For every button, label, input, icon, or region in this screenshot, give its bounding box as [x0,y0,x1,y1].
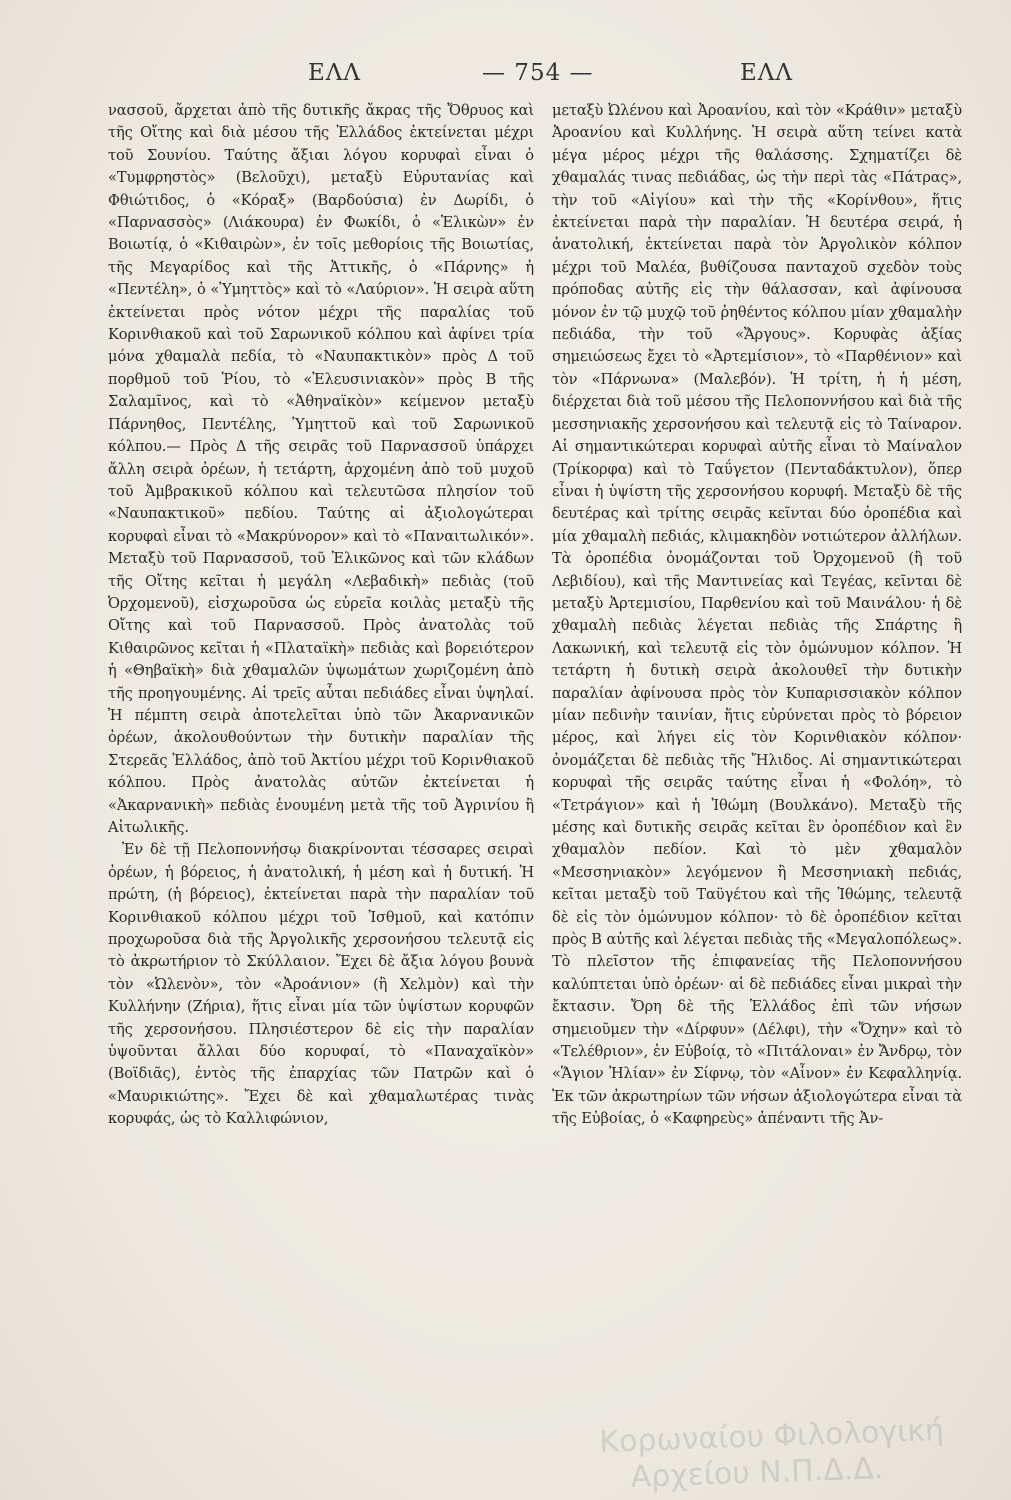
library-watermark [599,1411,1001,1497]
header-right-abbrev: ΕΛΛ [740,60,794,86]
watermark-line-2: Αρχείου Ν.Π.Δ.Δ. [630,1451,884,1495]
watermark-line-1: Κορωναίου Φιλολογική [598,1412,945,1460]
running-header [108,60,908,96]
left-paragraph-2: Ἐν δὲ τῇ Πελοποννήσῳ διακρίνονται τέσσαρες σειραὶ ὀρέων, ἡ βόρειος, ἡ ἀνατολική, ἡ μέση καὶ ἡ δυτική. Ἡ πρώτη, (ἡ βόρειος), ἐκτείνεται παρὰ τὴν παραλίαν τοῦ Κορινθιακοῦ κόλπου μέχρι τοῦ Ἰσθμοῦ, καὶ κατόπιν προχωροῦσα διὰ τῆς Ἀργολικῆς χερσονήσου τελευτᾷ εἰς τὸ ἀκρωτήριον τὸ Σκύλλαιον. Ἔχει δὲ ἄξια λόγου βουνὰ τὸν «Ὠλενὸν», τὸν «Ἀροάνιον» (ἢ Χελμὸν) καὶ τὴν Κυλλήνην (Ζήρια), ἥτις εἶναι μία τῶν ὑψίστων κορυφῶν τῆς χερσονήσου. Πλησιέστερον δὲ εἰς τὴν παραλίαν ὑψοῦνται ἄλλαι δύο κορυφαί, τὸ «Παναχαϊκὸν» (Βοϊδιᾶς), ἐντὸς τῆς ἐπαρχίας τῶν Πατρῶν καὶ ὁ «Μαυρικιώτης». Ἔχει δὲ καὶ χθαμαλωτέρας τινὰς κορυφάς, ὡς τὸ Καλλιφώνιον, [108,841,534,1128]
header-left-abbrev: ΕΛΛ [308,60,362,86]
page-number: — 754 — [482,60,594,86]
left-text-column [108,100,534,1131]
right-text-column [552,100,962,1131]
right-paragraph-1: μεταξὺ Ὠλένου καὶ Ἀροανίου, καὶ τὸν «Κράθιν» μεταξὺ Ἀροανίου καὶ Κυλλήνης. Ἡ σειρὰ αὕτη τείνει κατὰ μέγα μέρος μέχρι τῆς θαλάσσης. Σχηματίζει δὲ χθαμαλάς τινας πεδιάδας, ὡς τὴν περὶ τὰς «Πάτρας», τὴν τοῦ «Αἰγίου» καὶ τὴν τῆς «Κορίνθου», ἥτις ἐκτείνεται παρὰ τὴν παραλίαν. Ἡ δευτέρα σειρά, ἡ ἀνατολική, ἐκτείνεται παρὰ τὸν Ἀργολικὸν κόλπον μέχρι τοῦ Μαλέα, βυθίζουσα πανταχοῦ σχεδὸν τοὺς πρόποδας αὐτῆς εἰς τὴν θάλασσαν, καὶ ἀφίνουσα μόνον ἐν τῷ μυχῷ τοῦ ῥηθέντος κόλπου μίαν χθαμαλὴν πεδιάδα, τὴν τοῦ «Ἄργους». Κορυφὰς ἀξίας σημειώσεως ἔχει τὸ «Ἀρτεμίσιον», τὸ «Παρθένιον» καὶ τὸν «Πάρνωνα» (Μαλεβόν). Ἡ τρίτη, ἡ ἡ μέση, διέρχεται διὰ τοῦ μέσου τῆς Πελοποννήσου καὶ διὰ τῆς μεσσηνιακῆς χερσονήσου καὶ τελευτᾷ εἰς τὸ Ταίναρον. Αἱ σημαντικώτεραι κορυφαὶ αὐτῆς εἶναι τὸ Μαίναλον (Τρίκορφα) καὶ τὸ Ταΰγετον (Πενταδάκτυλον), ὅπερ εἶναι ἡ ὑψίστη τῆς χερσονήσου κορυφή. Μεταξὺ δὲ τῆς δευτέρας καὶ τρίτης σειρᾶς κεῖνται δύο ὀροπέδια καὶ μία χθαμαλὴ πεδιάς, κλιμακηδὸν νοτιώτερον ἀλλήλων. Τὰ ὀροπέδια ὀνομάζονται τοῦ Ὀρχομενοῦ (ἢ τοῦ Λεβιδίου), καὶ τῆς Μαντινείας καὶ Τεγέας, κεῖνται δὲ μεταξὺ Ἀρτεμισίου, Παρθενίου καὶ τοῦ Μαινάλου· ἡ δὲ χθαμαλὴ πεδιὰς λέγεται πεδιὰς τῆς Σπάρτης ἢ Λακωνική, καὶ τελευτᾷ εἰς τὸν ὁμώνυμον κόλπον. Ἡ τετάρτη ἡ δυτικὴ σειρὰ ἀκολουθεῖ τὴν δυτικὴν παραλίαν ἀφίνουσα πρὸς τὸν Κυπαρισσιακὸν κόλπον μίαν πεδινὴν ταινίαν, ἥτις εὐρύνεται πρὸς τὸ βόρειον μέρος, καὶ λήγει εἰς τὸν Κορινθιακὸν κόλπον· ὀνομάζεται δὲ πεδιὰς τῆς Ἤλιδος. Αἱ σημαντικώτεραι κορυφαὶ τῆς σειρᾶς ταύτης εἶναι ἡ «Φολόη», τὸ «Τετράγιον» καὶ ἡ Ἰθώμη (Βουλκάνο). Μεταξὺ τῆς μέσης καὶ δυτικῆς σειρᾶς κεῖται ἓν ὀροπέδιον καὶ ἓν χθαμαλὸν πεδίον. Καὶ τὸ μὲν χθαμαλὸν «Μεσσηνιακὸν» λεγόμενον ἢ Μεσσηνιακὴ πεδιάς, κεῖται μεταξὺ τοῦ Ταϋγέτου καὶ τῆς Ἰθώμης, τελευτᾷ δὲ εἰς τὸν ὁμώνυμον κόλπον· τὸ δὲ ὀροπέδιον κεῖται πρὸς Β αὐτῆς καὶ λέγεται πεδιὰς τῆς «Μεγαλοπόλεως». Τὸ πλεῖστον τῆς ἐπιφανείας τῆς Πελοποννήσου καλύπτεται ὑπὸ ὀρέων· αἱ δὲ πεδιάδες εἶναι μικραὶ τὴν ἔκτασιν. Ὄρη δὲ τῆς Ἑλλάδος ἐπὶ τῶν νήσων σημειοῦμεν τὴν «Δίρφυν» (Δέλφι), τὴν «Ὄχην» καὶ τὸ «Τελέθριον», ἐν Εὐβοίᾳ, τὸ «Πιτάλοναι» ἐν Ἄνδρῳ, τὸν «Ἅγιον Ἠλίαν» ἐν Σίφνῳ, τὸν «Αἶνον» ἐν Κεφαλληνίᾳ. Ἐκ τῶν ἀκρωτηρίων τῶν νήσων ἀξιολογώτερα εἶναι τὰ τῆς Εὐβοίας, ὁ «Καφηρεὺς» ἀπέναντι τῆς Ἀν- [552,102,962,1128]
left-paragraph-1: νασσοῦ, ἄρχεται ἀπὸ τῆς δυτικῆς ἄκρας τῆς Ὄθρυος καὶ τῆς Οἴτης καὶ διὰ μέσου τῆς Ἑλλάδος ἐκτείνεται μέχρι τοῦ Σουνίου. Ταύτης ἄξιαι λόγου κορυφαὶ εἶναι ὁ «Τυμφρηστὸς» (Βελοῦχι), μεταξὺ Εὐρυτανίας καὶ Φθιώτιδος, ὁ «Κόραξ» (Βαρδούσια) ἐν Δωρίδι, ὁ «Παρνασσὸς» (Λιάκουρα) ἐν Φωκίδι, ὁ «Ἑλικὼν» ἐν Βοιωτίᾳ, ὁ «Κιθαιρὼν», ἐν τοῖς μεθορίοις τῆς Βοιωτίας, τῆς Μεγαρίδος καὶ τῆς Ἀττικῆς, ὁ «Πάρνης» ἡ «Πεντέλη», ὁ «Ὑμηττὸς» καὶ τὸ «Λαύριον». Ἡ σειρὰ αὕτη ἐκτείνεται πρὸς νότον μέχρι τῆς παραλίας τοῦ Κορινθιακοῦ καὶ τοῦ Σαρωνικοῦ κόλπου καὶ ἀφίνει τρία μόνα χθαμαλὰ πεδία, τὸ «Ναυπακτικὸν» πρὸς Δ τοῦ πορθμοῦ τοῦ Ῥίου, τὸ «Ἐλευσινιακὸν» πρὸς Β τῆς Σαλαμῖνος, καὶ τὸ «Ἀθηναϊκὸν» κείμενον μεταξὺ Πάρνηθος, Πεντέλης, Ὑμηττοῦ καὶ τοῦ Σαρωνικοῦ κόλπου.— Πρὸς Δ τῆς σειρᾶς τοῦ Παρνασσοῦ ὑπάρχει ἄλλη σειρὰ ὀρέων, ἡ τετάρτη, ἀρχομένη ἀπὸ τοῦ μυχοῦ τοῦ Ἀμβρακικοῦ κόλπου καὶ τελευτῶσα πλησίον τοῦ «Ναυπακτικοῦ» πεδίου. Ταύτης αἱ ἀξιολογώτεραι κορυφαὶ εἶναι τὸ «Μακρύνορον» καὶ τὸ «Παναιτωλικόν». Μεταξὺ τοῦ Παρνασσοῦ, τοῦ Ἑλικῶνος καὶ τῶν κλάδων τῆς Οἴτης κεῖται ἡ μεγάλη «Λεβαδικὴ» πεδιὰς (τοῦ Ὀρχομενοῦ), εἰσχωροῦσα ὡς εὐρεῖα κοιλὰς μεταξὺ τῆς Οἴτης καὶ τοῦ Παρνασσοῦ. Πρὸς ἀνατολὰς τοῦ Κιθαιρῶνος κεῖται ἡ «Πλαταϊκὴ» πεδιὰς καὶ βορειότερον ἡ «Θηβαϊκὴ» διὰ χθαμαλῶν ὑψωμάτων χωριζομένη ἀπὸ τῆς προηγουμένης. Αἱ τρεῖς αὗται πεδιάδες εἶναι ὑψηλαί. Ἡ πέμπτη σειρὰ ἀποτελεῖται ὑπὸ τῶν Ἀκαρνανικῶν ὀρέων, ἀκολουθούντων τὴν δυτικὴν παραλίαν τῆς Στερεᾶς Ἑλλάδος, ἀπὸ τοῦ Ἀκτίου μέχρι τοῦ Κορινθιακοῦ κόλπου. Πρὸς ἀνατολὰς αὐτῶν ἐκτείνεται ἡ «Ἀκαρνανικὴ» πεδιὰς ἑνουμένη μετὰ τῆς τοῦ Ἀγρινίου ἢ Αἰτωλικῆς. [108,102,534,836]
